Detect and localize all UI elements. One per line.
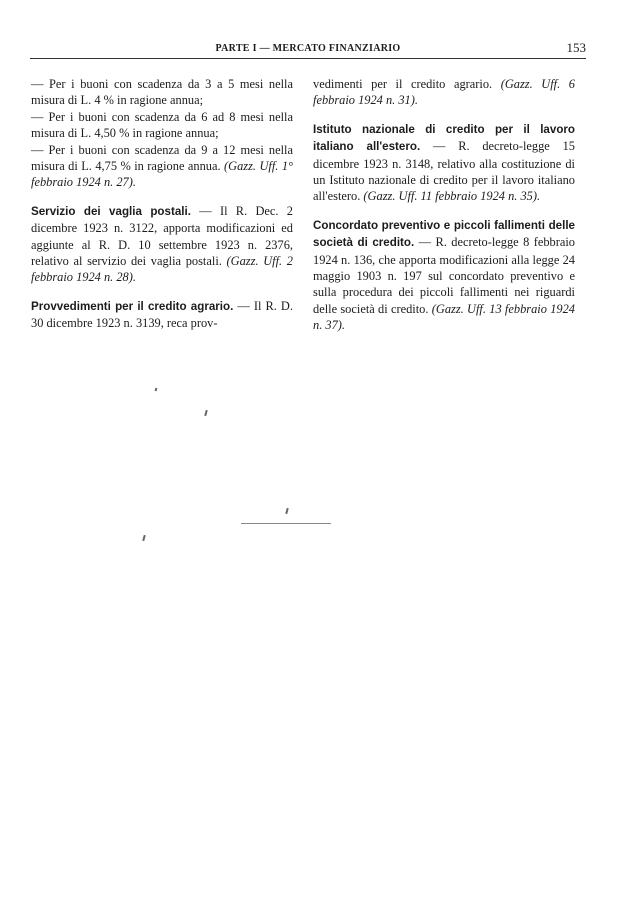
running-title: PARTE I — MERCATO FINANZIARIO — [215, 43, 401, 54]
credito-agrario-text: — Il R. D. 30 dicembre 1923 n. 3139, reca prov- — [31, 298, 293, 331]
credito-agrario-heading: Provvedimenti per il credito agrario. — [31, 299, 234, 313]
buoni-citation: (Gazz. Uff. 1° febbraio 1924 n. 27). — [31, 159, 293, 190]
concordato-entry — [313, 217, 575, 334]
credito-agrario-entry — [31, 298, 293, 332]
concordato-heading: Concordato preventivo e piccoli fallimenti delle società di credito. — [313, 218, 575, 250]
vaglia-citation: (Gazz. Uff. 2 febbraio 1924 n. 28). — [31, 254, 293, 285]
continuation-citation: (Gazz. Uff. 6 febbraio 1924 n. 31). — [313, 77, 575, 108]
running-header — [30, 40, 586, 59]
istituto-citation: (Gazz. Uff. 11 febbraio 1924 n. 35). — [363, 189, 541, 204]
istituto-text: — R. decreto-legge 15 dicembre 1923 n. 3148, relativo alla costituzione di un Istituto nazionale di credito per il lavoro italiano all'estero. — [313, 139, 575, 204]
istituto-entry — [313, 121, 575, 205]
right-column — [313, 76, 575, 334]
section-divider — [241, 523, 331, 524]
vaglia-entry — [31, 203, 293, 286]
concordato-text: — R. decreto-legge 8 febbraio 1924 n. 136, che apporta modificazioni alla legge 24 maggio 1903 n. 197 sul concordato preventivo e sulla procedura dei piccoli fallimenti nei riguardi delle società di credito. — [313, 235, 575, 316]
buoni-bullet-1: — Per i buoni con scadenza da 3 a 5 mesi nella misura di L. 4 % in ragione annua; — [31, 77, 293, 108]
print-speck — [204, 410, 207, 416]
vaglia-text: — Il R. Dec. 2 dicembre 1923 n. 3122, apporta modificazioni ed aggiunte al R. D. 10 settembre 1923 n. 2376, relativo al servizio dei vaglia postali. — [31, 203, 294, 269]
print-speck — [285, 508, 288, 514]
print-speck — [142, 535, 145, 541]
buoni-bullet-2: — Per i buoni con scadenza da 6 ad 8 mesi nella misura di L. 4,50 % in ragione annua; — [31, 109, 293, 141]
concordato-citation: (Gazz. Uff. 13 febbraio 1924 n. 37). — [313, 301, 575, 333]
left-column — [31, 76, 293, 332]
istituto-heading: Istituto nazionale di credito per il lavoro italiano all'estero. — [313, 122, 575, 154]
page-number: 153 — [566, 40, 586, 55]
buoni-bullet-3: — Per i buoni con scadenza da 9 a 12 mesi nella misura di L. 4,75 % in ragione annua. — [31, 142, 293, 174]
vaglia-heading: Servizio dei vaglia postali. — [31, 204, 191, 218]
buoni-list — [31, 76, 293, 191]
continuation-text: vedimenti per il credito agrario. — [313, 77, 493, 91]
continuation-entry — [313, 76, 575, 109]
print-speck — [155, 388, 158, 391]
